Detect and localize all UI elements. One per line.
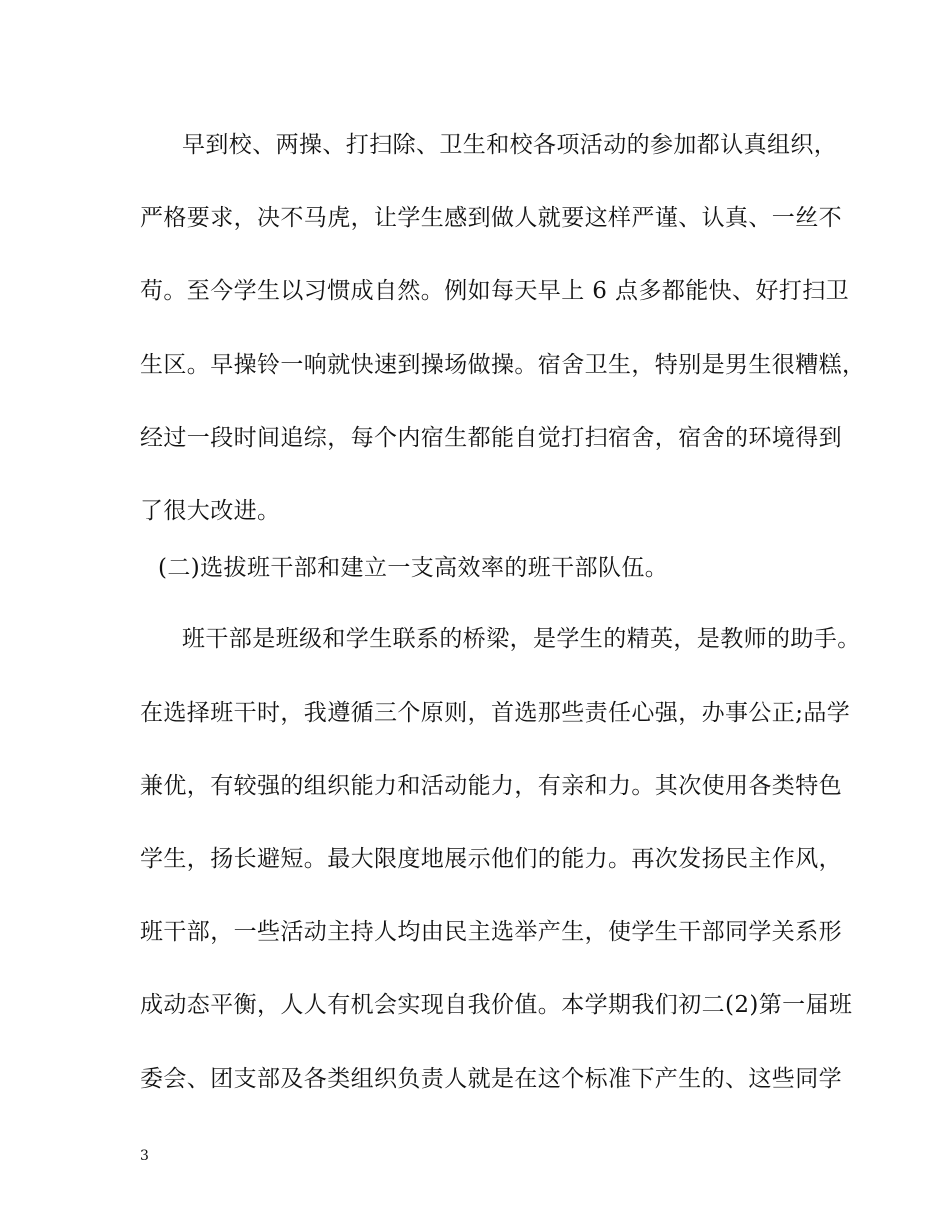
paragraph-line: 早到校、两操、打扫除、卫生和校各项活动的参加都认真组织， [182, 132, 838, 158]
paragraph-line: 在选择班干时，我遵循三个原则，首选那些责任心强，办事公正;品学 [140, 700, 851, 726]
paragraph-line: 生区。早操铃一响就快速到操场做操。宿舍卫生，特别是男生很糟糕， [140, 352, 866, 378]
paragraph-line: 了很大改进。 [140, 498, 281, 524]
paragraph-line: 严格要求，决不马虎，让学生感到做人就要这样严谨、认真、一丝不 [140, 205, 842, 231]
paragraph-line: 成动态平衡，人人有机会实现自我价值。本学期我们初二(2)第一届班 [140, 992, 853, 1018]
page-number: 3 [140, 1148, 149, 1164]
paragraph-line: 学生，扬长避短。最大限度地展示他们的能力。再次发扬民主作风， [140, 846, 842, 872]
paragraph-line: 班干部是班级和学生联系的桥梁，是学生的精英，是教师的助手。 [182, 626, 861, 652]
paragraph-line: 委会、团支部及各类组织负责人就是在这个标准下产生的、这些同学 [140, 1066, 842, 1092]
paragraph-line: 苟。至今学生以习惯成自然。例如每天早上 6 点多都能快、好打扫卫 [140, 278, 850, 304]
section-heading: (二)选拔班干部和建立一支高效率的班干部队伍。 [158, 555, 669, 581]
paragraph-line: 经过一段时间追综，每个内宿生都能自觉打扫宿舍，宿舍的环境得到 [140, 425, 842, 451]
paragraph-line: 兼优，有较强的组织能力和活动能力，有亲和力。其次使用各类特色 [140, 773, 842, 799]
paragraph-line: 班干部，一些活动主持人均由民主选举产生，使学生干部同学关系形 [140, 919, 842, 945]
